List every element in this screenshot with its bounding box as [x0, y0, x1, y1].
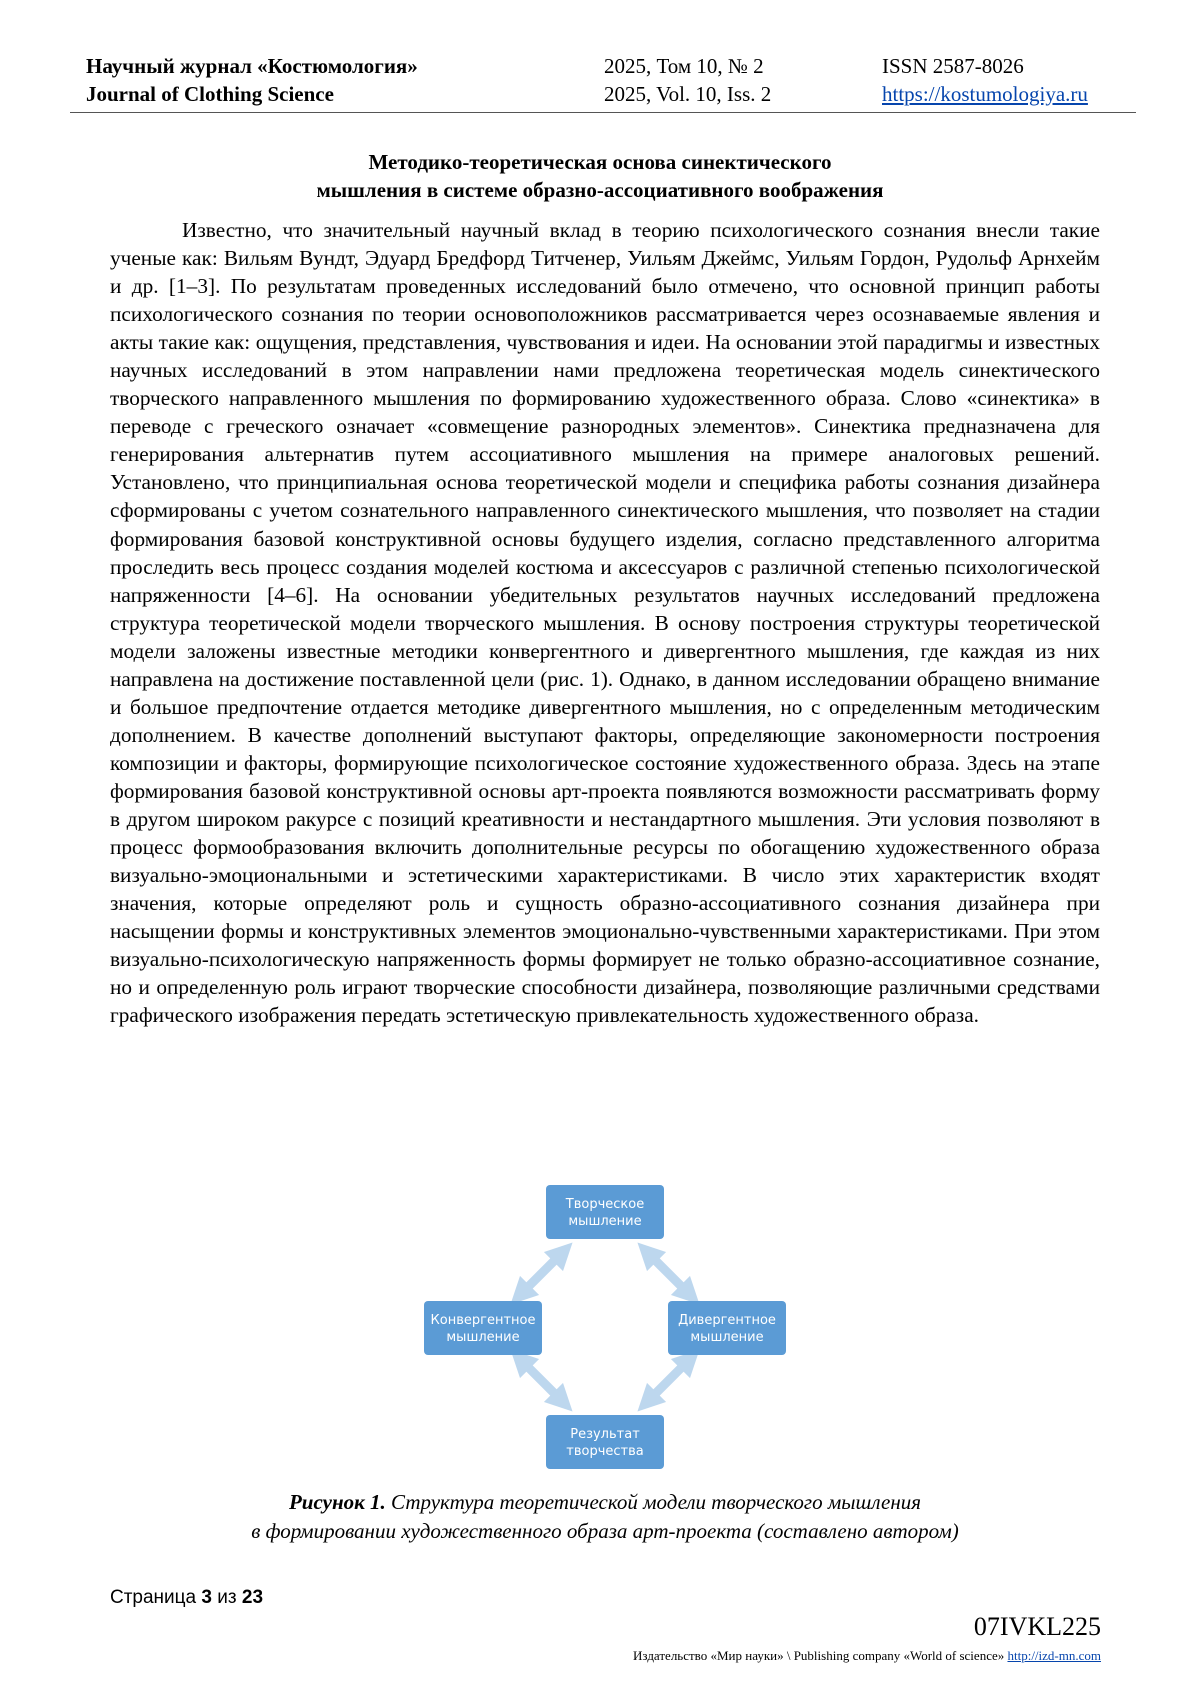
section-title — [110, 148, 1090, 204]
journal-name-ru: Научный журнал «Костюмология» — [86, 54, 418, 78]
node-creative-thinking-box — [546, 1185, 664, 1239]
node-convergent-thinking-line2: мышление — [446, 1330, 520, 1345]
section-title-line1: Методико-теоретическая основа синектического — [368, 150, 832, 174]
article-code: 07IVKL225 — [973, 1612, 1101, 1641]
node-divergent-thinking-line2: мышление — [690, 1330, 764, 1345]
page-current: 3 — [201, 1587, 212, 1608]
node-convergent-thinking — [424, 1301, 542, 1355]
node-creative-result — [546, 1415, 664, 1469]
publisher-text: Издательство «Мир науки» \ Publishing company «World of science» — [633, 1648, 1008, 1663]
page-separator: из — [211, 1587, 242, 1608]
publisher-line — [633, 1648, 1101, 1664]
caption-label: Рисунок 1. — [288, 1490, 386, 1514]
page-prefix: Страница — [110, 1587, 202, 1608]
node-divergent-thinking — [668, 1301, 786, 1355]
node-divergent-thinking-box — [668, 1301, 786, 1355]
journal-name-en: Journal of Clothing Science — [86, 82, 334, 106]
issue-en: 2025, Vol. 10, Iss. 2 — [604, 82, 772, 106]
issue-info — [604, 52, 771, 108]
page-number — [110, 1586, 263, 1610]
journal-header — [86, 52, 1134, 112]
body-text — [110, 216, 1100, 1029]
publisher-url-link[interactable]: http://izd-mn.com — [1007, 1648, 1101, 1663]
arrow-left-bottom — [520, 1359, 563, 1402]
node-creative-result-line2: творчества — [566, 1444, 644, 1459]
arrow-top-right — [647, 1252, 690, 1295]
node-convergent-thinking-line1: Конвергентное — [430, 1313, 536, 1328]
figure-diagram — [405, 1177, 805, 1477]
page-total: 23 — [241, 1587, 264, 1608]
arrow-top-left — [520, 1252, 563, 1295]
node-creative-result-line1: Результат — [570, 1427, 640, 1442]
caption-line2: в формировании художественного образа арт-проекта (составлено автором) — [251, 1519, 959, 1543]
node-creative-thinking — [546, 1185, 664, 1239]
issue-ru: 2025, Том 10, № 2 — [604, 54, 764, 78]
body-paragraph: Известно, что значительный научный вклад в теорию психологического сознания внесли такие ученые как: Вильям Вундт, Эдуард Бредфорд Титченер, Уильям Джеймс, Уильям Гордон, Рудольф Арнхейм и др. [1–3]. По результатам проведенных исследований было отмечено, что основной принцип работы психологического сознания по теории основоположников рассматривается через осознаваемые явления и акты такие как: ощущения, представления, чувствования и идеи. На основании этой парадигмы и известных научных исследований в этом направлении нами предложена теоретическая модель синектического творческого направленного мышления по формированию художественного образа. Слово «синектика» в переводе с греческого означает «совмещение разнородных элементов». Синектика предназначена для генерирования альтернатив путем ассоциативного мышления на примере аналоговых решений. Установлено, что принципиальная основа теоретической модели и специфика работы сознания дизайнера сформированы с учетом сознательного направленного синектического мышления, что позволяет на стадии формирования базовой конструктивной основы будущего изделия, согласно представленного алгоритма проследить весь процесс создания моделей костюма и аксессуаров с различной степенью психологической напряженности [4–6]. На основании убедительных результатов научных исследований предложена структура теоретической модели творческого мышления. В основу построения структуры теоретической модели заложены известные методики конвергентного и дивергентного мышления, где каждая из них направлена на достижение поставленной цели (рис. 1). Однако, в данном исследовании обращено внимание и большое предпочтение отдается методике дивергентного мышления, но с определенным методическим дополнением. В качестве дополнений выступают факторы, определяющие закономерности построения композиции и факторы, формирующие психологическое состояние художественного образа. Здесь на этапе формирования базовой конструктивной основы арт-проекта появляются возможности рассматривать форму в другом широком ракурсе с позиций креативности и нестандартного мышления. Эти условия позволяют в процесс формообразования включить дополнительные ресурсы по обогащению художественного образа визуально-эмоциональными и эстетическими характеристиками. В число этих характеристик входят значения, которые определяют роль и сущность образно-ассоциативного сознания дизайнера при насыщении формы и конструктивных элементов эмоционально-чувственными характеристиками. При этом визуально-психологическую напряженность формы формирует не только образно-ассоциативное сознание, но и определенную роль играют творческие способности дизайнера, позволяющие различными средствами графического изображения передать эстетическую привлекательность художественного образа. — [110, 218, 1100, 1028]
node-convergent-thinking-box — [424, 1301, 542, 1355]
journal-ids — [882, 52, 1088, 108]
node-creative-thinking-line2: мышление — [568, 1214, 642, 1229]
header-divider — [70, 112, 1136, 113]
journal-url-link[interactable]: https://kostumologiya.ru — [882, 82, 1088, 106]
issn: ISSN 2587-8026 — [882, 54, 1024, 78]
node-creative-result-box — [546, 1415, 664, 1469]
section-title-line2: мышления в системе образно-ассоциативного воображения — [316, 178, 884, 202]
journal-name — [86, 52, 418, 108]
arrow-right-bottom — [647, 1359, 690, 1402]
figure-caption — [110, 1488, 1100, 1546]
caption-line1 — [110, 1488, 1100, 1517]
node-divergent-thinking-line1: Дивергентное — [678, 1313, 776, 1328]
caption-line1-text: Структура теоретической модели творческого мышления — [385, 1490, 922, 1514]
node-creative-thinking-line1: Творческое — [565, 1197, 645, 1212]
